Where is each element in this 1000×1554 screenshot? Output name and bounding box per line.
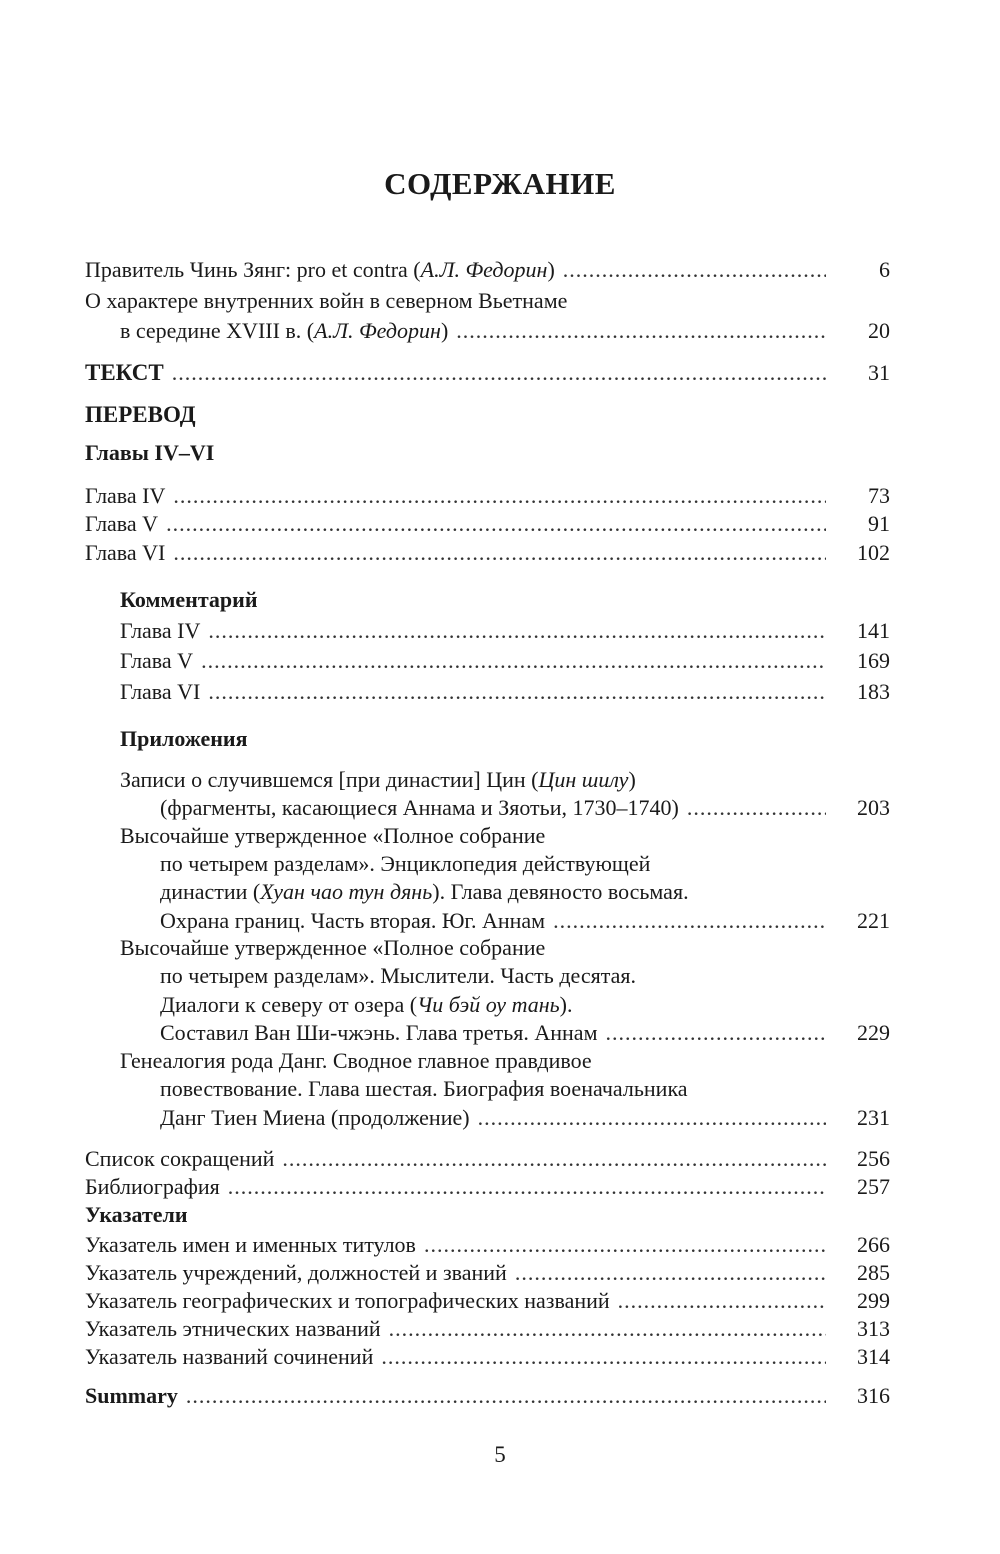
entry-title-italic: Цин шилу: [538, 767, 629, 792]
subsection-heading: Указатели: [85, 1202, 188, 1227]
toc-entry-appendix-4[interactable]: [160, 1104, 890, 1132]
toc-entry-appendix-3[interactable]: [160, 1019, 890, 1047]
entry-title-end: ). Глава девяносто восьмая.: [432, 879, 689, 904]
toc-entry-appendix-2-line1: [120, 822, 890, 850]
entry-title: Данг Тиен Миена (продолжение): [160, 1105, 470, 1130]
dot-leader: [424, 1231, 826, 1259]
page-ref: 313: [857, 1316, 890, 1341]
page-ref: 6: [879, 257, 890, 282]
page-ref: 91: [868, 511, 890, 536]
page-ref: 20: [868, 318, 890, 343]
section-heading: ПЕРЕВОД: [85, 402, 196, 427]
toc-entry-appendix-4-line1: [120, 1047, 890, 1075]
subsection-commentary-heading: [120, 586, 890, 614]
toc-entry-appendix-2-line3: [160, 878, 890, 906]
page-ref: 257: [857, 1174, 890, 1199]
toc-entry-index[interactable]: [85, 1343, 890, 1371]
entry-title-end: ): [547, 257, 555, 282]
page-ref: 221: [857, 908, 890, 933]
dot-leader: [515, 1259, 826, 1287]
page-ref: 299: [857, 1288, 890, 1313]
entry-title: Указатель географических и топографических названий: [85, 1288, 610, 1313]
entry-title: Записи о случившемся [при династии] Цин (: [120, 767, 539, 792]
entry-title: Охрана границ. Часть вторая. Юг. Аннам: [160, 908, 546, 933]
page-ref: 102: [857, 540, 890, 565]
page-ref: 285: [857, 1260, 890, 1285]
page-ref: 203: [857, 795, 890, 820]
entry-title-end: ): [440, 318, 449, 343]
entry-title: Указатель учреждений, должностей и званий: [85, 1260, 507, 1285]
subsection-indexes-heading: [85, 1201, 890, 1229]
subsection-chapters-heading: [85, 439, 890, 467]
page-ref: 73: [868, 483, 890, 508]
dot-leader: [173, 539, 826, 567]
toc-entry-text[interactable]: [85, 359, 890, 387]
dot-leader: [456, 317, 826, 345]
entry-title: Диалоги к северу от озера (: [160, 992, 418, 1017]
subsection-heading: Главы IV–VI: [85, 440, 215, 465]
dot-leader: [389, 1315, 826, 1343]
page-ref: 183: [857, 679, 890, 704]
entry-author: А.Л. Федорин: [420, 257, 548, 282]
dot-leader: [606, 1019, 827, 1047]
toc-entry-appendix-1-line1: [120, 766, 890, 794]
entry-title: по четырем разделам». Энциклопедия действующей: [160, 851, 651, 876]
subsection-heading: Приложения: [120, 726, 248, 751]
entry-title: Глава VI: [85, 540, 166, 565]
entry-title-italic: Чи бэй оу тань: [417, 992, 560, 1017]
toc-entry-appendix-4-line2: [160, 1075, 890, 1103]
toc-entry-appendix-1[interactable]: [160, 794, 890, 822]
toc-entry-chapter[interactable]: [85, 482, 890, 510]
entry-title: Глава V: [120, 648, 194, 673]
toc-entry-commentary[interactable]: [120, 647, 890, 675]
entry-title: Глава IV: [120, 618, 201, 643]
subsection-heading: Комментарий: [120, 587, 258, 612]
dot-leader: [478, 1104, 826, 1132]
entry-title: Список сокращений: [85, 1146, 275, 1171]
entry-author: А.Л. Федорин: [314, 318, 441, 343]
entry-title: Библиография: [85, 1174, 220, 1199]
page-ref: 256: [857, 1146, 890, 1171]
page-ref: 31: [868, 360, 890, 385]
page-ref: 169: [857, 648, 890, 673]
toc-entry-index[interactable]: [85, 1315, 890, 1343]
toc-entry-intro-2-line1: [85, 287, 890, 315]
page-title: СОДЕРЖАНИЕ: [384, 166, 616, 201]
dot-leader: [618, 1287, 826, 1315]
entry-title: Summary: [85, 1383, 178, 1408]
entry-title: Высочайше утвержденное «Полное собрание: [120, 935, 546, 960]
toc-entry-appendix-3-line2: [160, 962, 890, 990]
page-ref: 141: [857, 618, 890, 643]
entry-title-end: ).: [559, 992, 573, 1017]
entry-title-end: ): [628, 767, 636, 792]
toc-entry-appendix-3-line1: [120, 934, 890, 962]
toc-entry-abbreviations[interactable]: [85, 1145, 890, 1173]
page-number: 5: [494, 1442, 506, 1467]
subsection-appendices-heading: [120, 725, 890, 753]
page-ref: 229: [857, 1020, 890, 1045]
entry-title: в середине XVIII в. (: [120, 318, 315, 343]
entry-title: Глава VI: [120, 679, 201, 704]
dot-leader: [172, 359, 826, 387]
dot-leader: [282, 1145, 826, 1173]
toc-entry-commentary[interactable]: [120, 678, 890, 706]
dot-leader: [563, 256, 826, 284]
entry-title: династии (: [160, 879, 261, 904]
toc-entry-appendix-3-line3: [160, 991, 890, 1019]
dot-leader: [381, 1343, 826, 1371]
dot-leader: [208, 678, 826, 706]
dot-leader: [173, 482, 826, 510]
toc-entry-chapter[interactable]: [85, 510, 890, 538]
toc-entry-summary[interactable]: [85, 1382, 890, 1410]
toc-entry-commentary[interactable]: [120, 617, 890, 645]
entry-title: Глава IV: [85, 483, 166, 508]
dot-leader: [228, 1173, 826, 1201]
dot-leader: [166, 510, 826, 538]
dot-leader: [553, 907, 826, 935]
toc-entry-appendix-2-line2: [160, 850, 890, 878]
entry-title: Генеалогия рода Данг. Сводное главное правдивое: [120, 1048, 592, 1073]
entry-title: О характере внутренних войн в северном Вьетнаме: [85, 288, 568, 313]
page-ref: 316: [857, 1383, 890, 1408]
toc-entry-index[interactable]: [85, 1259, 890, 1287]
section-translation-heading: [85, 401, 890, 429]
toc-entry-bibliography[interactable]: [85, 1173, 890, 1201]
toc-entry-appendix-2[interactable]: [160, 907, 890, 935]
entry-title: Указатель названий сочинений: [85, 1344, 374, 1369]
entry-title: Правитель Чинь Зянг: pro et contra (: [85, 257, 421, 282]
dot-leader: [186, 1382, 826, 1410]
entry-title: Высочайше утвержденное «Полное собрание: [120, 823, 546, 848]
dot-leader: [687, 794, 826, 822]
entry-title: повествование. Глава шестая. Биография военачальника: [160, 1076, 688, 1101]
page-ref: 266: [857, 1232, 890, 1257]
entry-title: Составил Ван Ши-чжэнь. Глава третья. Аннам: [160, 1020, 598, 1045]
entry-title: Глава V: [85, 511, 159, 536]
toc-entry-index[interactable]: [85, 1287, 890, 1315]
toc-entry-intro-2[interactable]: [120, 317, 890, 345]
entry-title: (фрагменты, касающиеся Аннама и Зяотьи, 1730–1740): [160, 795, 679, 820]
toc-entry-intro-1[interactable]: [85, 256, 890, 284]
dot-leader: [201, 647, 826, 675]
entry-title-italic: Хуан чао тун дянь: [260, 879, 433, 904]
toc-entry-chapter[interactable]: [85, 539, 890, 567]
toc-entry-index[interactable]: [85, 1231, 890, 1259]
entry-title: Указатель имен и именных титулов: [85, 1232, 416, 1257]
entry-title: Указатель этнических названий: [85, 1316, 381, 1341]
page-ref: 231: [857, 1105, 890, 1130]
dot-leader: [208, 617, 826, 645]
section-heading: ТЕКСТ: [85, 360, 164, 385]
page-ref: 314: [857, 1344, 890, 1369]
entry-title: по четырем разделам». Мыслители. Часть десятая.: [160, 963, 636, 988]
